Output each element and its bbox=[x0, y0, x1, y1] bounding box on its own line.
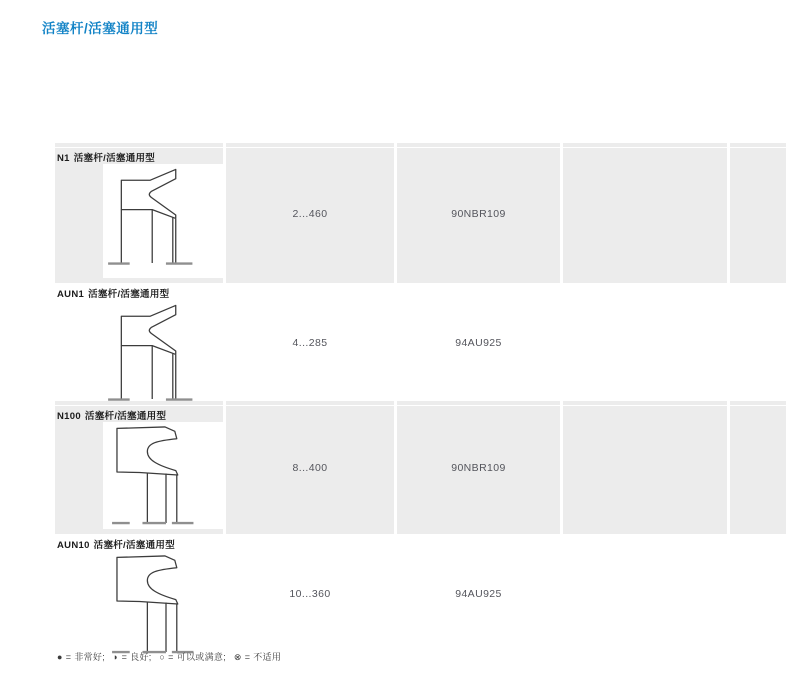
profile-image-box bbox=[103, 551, 223, 651]
legend-item: ◗ = 良好; bbox=[112, 652, 152, 662]
profile-image-box bbox=[103, 300, 223, 400]
seal-profile-table bbox=[55, 143, 786, 652]
profile-header bbox=[57, 150, 155, 164]
profile-model: N100 bbox=[57, 411, 81, 422]
legend-item: ● = 非常好; bbox=[57, 652, 106, 662]
profile-section-n100 bbox=[55, 401, 786, 530]
empty-cell bbox=[563, 148, 727, 279]
profile-model: AUN1 bbox=[57, 289, 85, 300]
seal-profile-drawing-compact bbox=[106, 551, 226, 654]
material-cell: 94AU925 bbox=[455, 336, 502, 349]
page-title: 活塞杆/活塞通用型 bbox=[42, 21, 159, 36]
empty-cell bbox=[730, 148, 786, 279]
profile-section-aun10 bbox=[55, 530, 786, 652]
legend-label: 良好 bbox=[130, 652, 149, 662]
profile-image-box bbox=[103, 164, 223, 278]
half-circle-icon: ◗ bbox=[112, 652, 119, 662]
legend-item: ⊗ = 不适用 bbox=[233, 652, 282, 662]
profile-model: N1 bbox=[57, 153, 70, 164]
legend-label: 不适用 bbox=[253, 652, 282, 662]
profile-section-n1 bbox=[55, 143, 786, 279]
legend-item: ○ = 可以或满意; bbox=[159, 652, 227, 662]
legend-label: 非常好 bbox=[74, 652, 103, 662]
profile-model: AUN10 bbox=[57, 540, 90, 551]
empty-cell bbox=[563, 284, 727, 401]
profile-cell bbox=[55, 284, 223, 401]
profile-header bbox=[57, 408, 166, 422]
empty-cell bbox=[730, 406, 786, 530]
empty-cell bbox=[563, 406, 727, 530]
material-cell: 94AU925 bbox=[455, 587, 502, 600]
crossed-circle-icon: ⊗ bbox=[233, 652, 242, 662]
profile-cell bbox=[55, 406, 223, 530]
profile-type-label: 活塞杆/活塞通用型 bbox=[73, 153, 156, 164]
profile-type-label: 活塞杆/活塞通用型 bbox=[84, 411, 167, 422]
profile-type-label: 活塞杆/活塞通用型 bbox=[93, 540, 175, 551]
rating-legend bbox=[57, 650, 281, 663]
empty-cell bbox=[730, 535, 786, 652]
profile-header bbox=[57, 286, 169, 300]
section-top-rule bbox=[55, 143, 786, 147]
section-top-rule bbox=[55, 530, 786, 534]
profile-cell bbox=[55, 535, 223, 652]
material-cell: 90NBR109 bbox=[397, 406, 560, 530]
profile-type-label: 活塞杆/活塞通用型 bbox=[88, 289, 170, 300]
profile-cell bbox=[55, 148, 223, 279]
empty-cell bbox=[563, 535, 727, 652]
range-cell: 4...285 bbox=[292, 336, 328, 349]
range-cell: 8...400 bbox=[226, 406, 394, 530]
empty-circle-icon: ○ bbox=[159, 652, 166, 662]
profile-header bbox=[57, 537, 175, 551]
filled-circle-icon: ● bbox=[57, 652, 63, 662]
range-cell: 10...360 bbox=[289, 587, 331, 600]
seal-profile-drawing-ucup bbox=[103, 164, 223, 266]
empty-cell bbox=[730, 284, 786, 401]
material-cell: 90NBR109 bbox=[397, 148, 560, 279]
range-cell: 2...460 bbox=[226, 148, 394, 279]
section-top-rule bbox=[55, 279, 786, 283]
legend-label: 可以或满意 bbox=[176, 652, 224, 662]
profile-image-box bbox=[103, 422, 223, 529]
seal-profile-drawing-ucup bbox=[103, 300, 223, 402]
seal-profile-drawing-compact bbox=[106, 422, 226, 525]
profile-section-aun1 bbox=[55, 279, 786, 401]
